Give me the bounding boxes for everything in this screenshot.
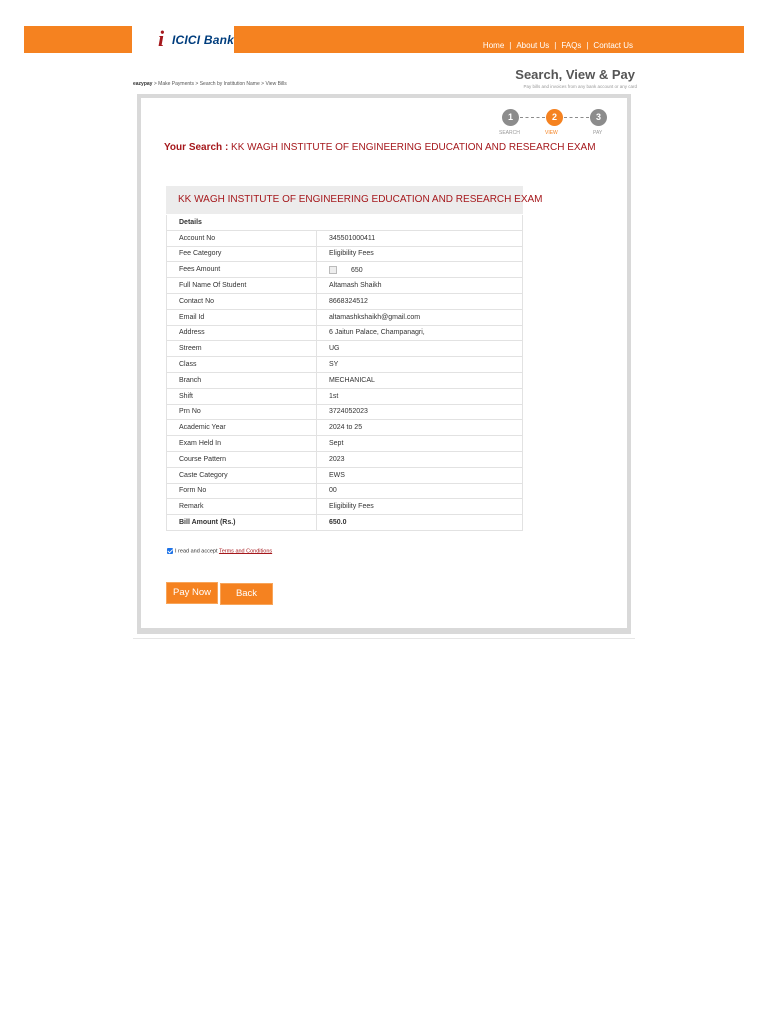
- back-button[interactable]: Back: [220, 583, 273, 605]
- bill-panel-content: [141, 98, 627, 628]
- table-row: [167, 483, 523, 499]
- row-value: 6 Jaitun Palace, Champanagri,: [317, 325, 523, 341]
- page-title: Search, View & Pay: [515, 67, 635, 82]
- terms-acceptance: [167, 548, 272, 554]
- bill-panel: [137, 94, 631, 634]
- nav-separator: |: [509, 41, 512, 50]
- footer-divider: [133, 638, 635, 639]
- institution-name: KK WAGH INSTITUTE OF ENGINEERING EDUCATION AND RESEARCH EXAM: [178, 194, 543, 205]
- row-value: 2023: [317, 451, 523, 467]
- breadcrumb-root[interactable]: eazypay: [133, 81, 153, 87]
- row-label: Caste Category: [167, 467, 317, 483]
- search-summary-value: KK WAGH INSTITUTE OF ENGINEERING EDUCATION AND RESEARCH EXAM: [228, 142, 596, 153]
- row-label: Class: [167, 357, 317, 373]
- fees-amount-cell: [317, 262, 523, 278]
- details-heading: Details: [167, 215, 523, 230]
- table-row: [167, 451, 523, 467]
- row-value: 8668324512: [317, 293, 523, 309]
- step-view-label: VIEW: [545, 130, 558, 136]
- terms-link[interactable]: Terms and Conditions: [218, 548, 273, 555]
- terms-checkbox[interactable]: [167, 548, 173, 554]
- row-label: Account No: [167, 230, 317, 246]
- step-view-active: 2: [546, 109, 563, 126]
- table-row: [167, 372, 523, 388]
- table-row: [167, 309, 523, 325]
- logo-mark: i: [158, 26, 165, 51]
- nav-separator: |: [586, 41, 589, 50]
- row-value: 00: [317, 483, 523, 499]
- row-label: Branch: [167, 372, 317, 388]
- table-row: [167, 293, 523, 309]
- table-row: [167, 278, 523, 294]
- nav-about-link[interactable]: About Us: [516, 41, 550, 50]
- step-connector: [520, 117, 545, 118]
- nav-contact-link[interactable]: Contact Us: [593, 41, 633, 50]
- row-value: 650: [351, 266, 363, 274]
- row-value: 345501000411: [317, 230, 523, 246]
- search-summary-prefix: Your Search :: [164, 142, 229, 153]
- icici-bank-logo[interactable]: [132, 26, 234, 53]
- fees-amount-checkbox[interactable]: [329, 266, 337, 274]
- row-label: Address: [167, 325, 317, 341]
- search-summary: [164, 142, 596, 153]
- row-value: UG: [317, 341, 523, 357]
- row-value: altamashkshaikh@gmail.com: [317, 309, 523, 325]
- table-row: [167, 325, 523, 341]
- row-label: Exam Held In: [167, 436, 317, 452]
- row-label: Email Id: [167, 309, 317, 325]
- table-row: [167, 215, 523, 230]
- row-label: Shift: [167, 388, 317, 404]
- row-label: Prn No: [167, 404, 317, 420]
- step-connector: [564, 117, 589, 118]
- row-label: Form No: [167, 483, 317, 499]
- row-value: 1st: [317, 388, 523, 404]
- row-value: SY: [317, 357, 523, 373]
- bill-total-value: 650.0: [317, 515, 523, 531]
- logo-text: ICICI Bank: [172, 33, 235, 47]
- row-value: Sept: [317, 436, 523, 452]
- bill-details-table: [166, 215, 523, 531]
- table-row: [167, 467, 523, 483]
- row-label: Fee Category: [167, 246, 317, 262]
- top-bar: [24, 26, 744, 53]
- page-subtitle: Pay bills and invoices from any bank account or any card: [523, 84, 637, 89]
- bill-total-row: [167, 515, 523, 531]
- row-value: 3724052023: [317, 404, 523, 420]
- row-label: Streem: [167, 341, 317, 357]
- row-label: Academic Year: [167, 420, 317, 436]
- breadcrumb: [133, 81, 287, 87]
- table-row: [167, 436, 523, 452]
- bill-total-label: Bill Amount (Rs.): [167, 515, 317, 531]
- row-value: Eligibility Fees: [317, 246, 523, 262]
- step-pay-label: PAY: [593, 130, 603, 136]
- row-value: MECHANICAL: [317, 372, 523, 388]
- row-label: Contact No: [167, 293, 317, 309]
- row-label: Fees Amount: [167, 262, 317, 278]
- nav-faqs-link[interactable]: FAQs: [561, 41, 582, 50]
- step-search-label: SEARCH: [499, 130, 520, 136]
- row-label: Full Name Of Student: [167, 278, 317, 294]
- table-row: [167, 357, 523, 373]
- table-row: [167, 230, 523, 246]
- institution-header: [166, 186, 543, 214]
- progress-steps: [499, 109, 612, 139]
- row-label: Course Pattern: [167, 451, 317, 467]
- table-row: [167, 499, 523, 515]
- table-row: [167, 246, 523, 262]
- top-nav: [483, 41, 633, 50]
- nav-separator: |: [554, 41, 557, 50]
- nav-home-link[interactable]: Home: [482, 41, 505, 50]
- table-row: [167, 404, 523, 420]
- row-value: Eligibility Fees: [317, 499, 523, 515]
- breadcrumb-path: > Make Payments > Search by Institution Name > View Bills: [152, 81, 287, 87]
- table-row: [167, 420, 523, 436]
- pay-now-button[interactable]: Pay Now: [166, 582, 218, 604]
- table-row: [167, 388, 523, 404]
- terms-text: I read and accept: [175, 548, 219, 555]
- table-row: [167, 262, 523, 278]
- row-label: Remark: [167, 499, 317, 515]
- row-value: EWS: [317, 467, 523, 483]
- row-value: Altamash Shaikh: [317, 278, 523, 294]
- step-search: 1: [502, 109, 519, 126]
- table-row: [167, 341, 523, 357]
- row-value: 2024 to 25: [317, 420, 523, 436]
- step-pay: 3: [590, 109, 607, 126]
